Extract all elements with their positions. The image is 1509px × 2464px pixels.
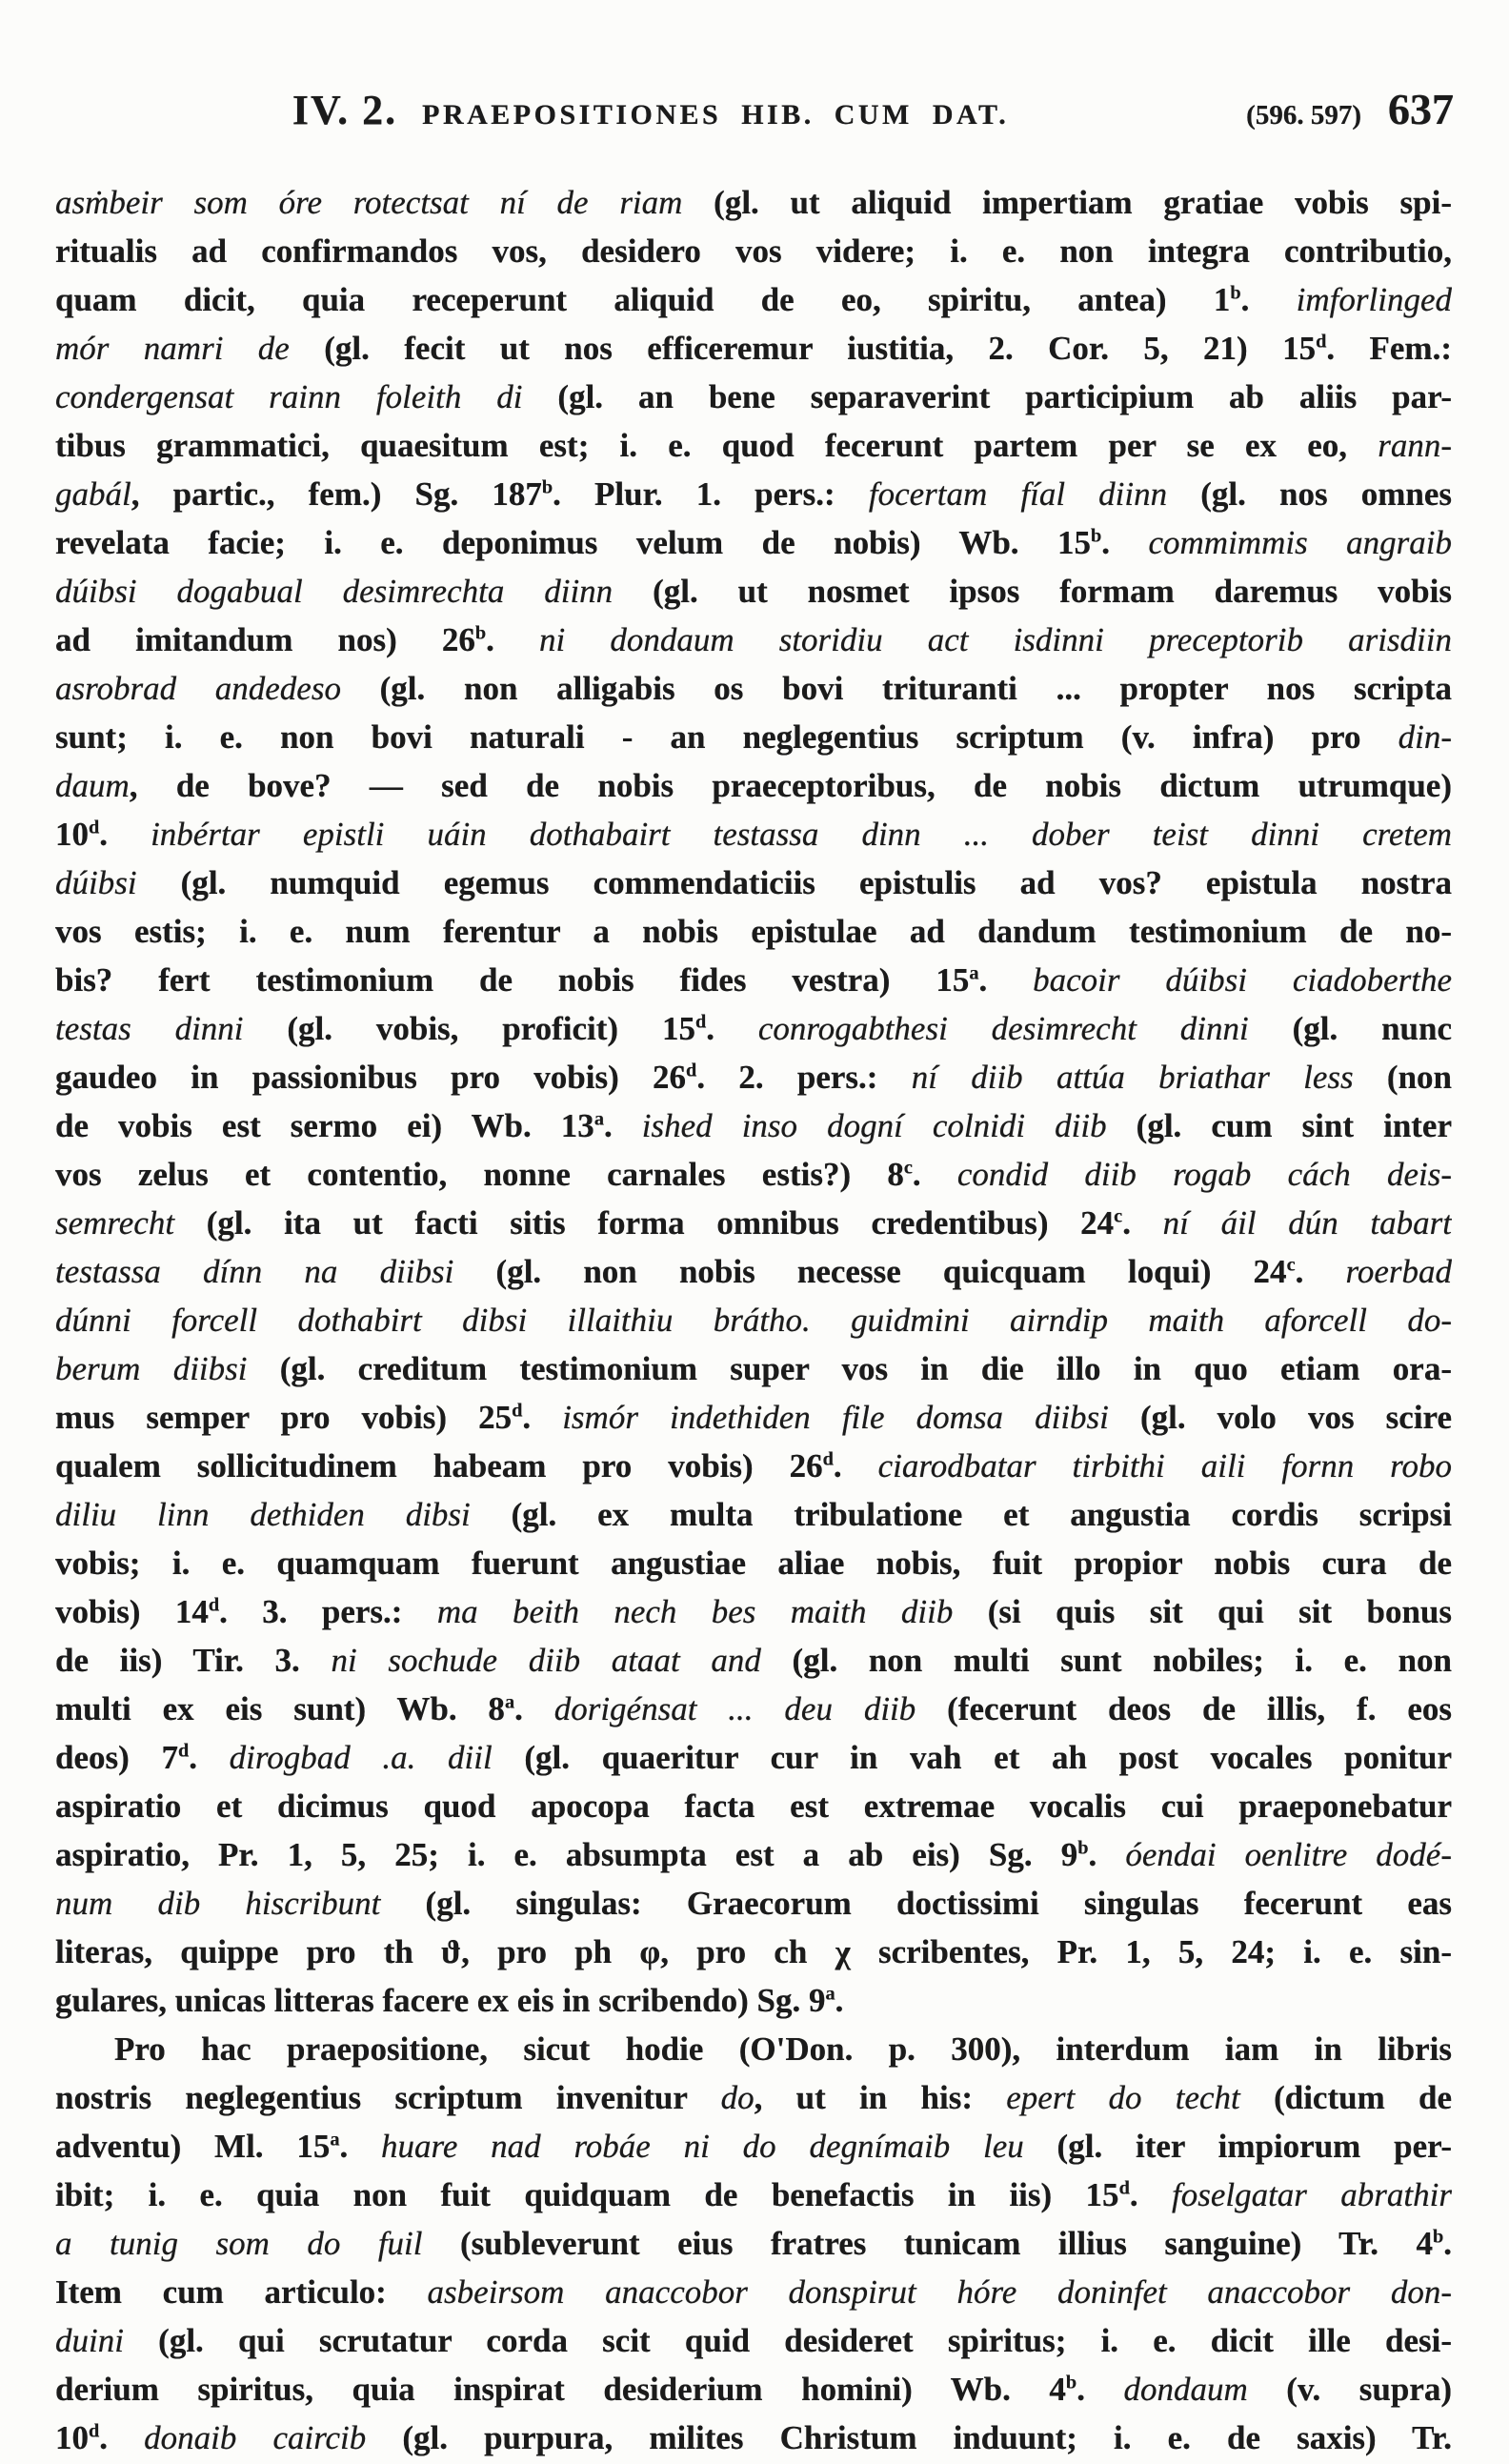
folio-superscript: a bbox=[825, 1983, 835, 2005]
irish-phrase: num dib hiscribunt bbox=[55, 1885, 381, 1922]
text-line: aspiratio et dicimus quod apocopa facta est extremae vocalis cui praeponebatur bbox=[55, 1787, 1452, 1825]
text-line: berum diibsi (gl. creditum testimonium super vos in die illo in quo etiam ora- bbox=[55, 1350, 1452, 1387]
irish-phrase: condid diib rogab cách deis- bbox=[956, 1156, 1452, 1193]
folio-superscript: d bbox=[177, 1740, 190, 1762]
folio-superscript: a bbox=[969, 962, 979, 984]
irish-phrase: donaib caircib bbox=[144, 2419, 367, 2456]
folio-superscript: c bbox=[903, 1157, 913, 1179]
page-header bbox=[0, 0, 1509, 134]
irish-phrase: dirogbad .a. diil bbox=[229, 1739, 493, 1776]
text-line: a tunig som do fuil (subleverunt eius fratres tunicam illius sanguine) Tr. 4$^b$. bbox=[55, 2225, 1452, 2262]
folio-superscript: b bbox=[1077, 1837, 1089, 1859]
folio-superscript: d bbox=[686, 1060, 697, 1081]
text-line: duini (gl. qui scrutatur corda scit quid desideret spiritus; i. e. dicit ille desi- bbox=[55, 2322, 1452, 2359]
folio-superscript: d bbox=[89, 817, 100, 838]
column-reference: (596. 597) bbox=[1246, 100, 1361, 131]
irish-phrase: imforlinged bbox=[1296, 281, 1452, 318]
folio-superscript: b bbox=[1230, 282, 1241, 304]
folio-superscript: d bbox=[512, 1400, 523, 1422]
irish-phrase: ní áil dún tabart bbox=[1162, 1204, 1452, 1242]
running-title-group bbox=[292, 86, 1009, 134]
text-line: num dib hiscribunt (gl. singulas: Graecorum doctissimi singulas fecerunt eas bbox=[55, 1885, 1452, 1922]
text-line: qualem sollicitudinem habeam pro vobis) 26$^d$. ciarodbatar tirbithi aili fornn robo bbox=[55, 1447, 1452, 1484]
irish-phrase: foselgatar abrathir bbox=[1171, 2176, 1452, 2213]
text-line: asṁbeir som óre rotectsat ní de riam (gl. ut aliquid impertiam gratiae vobis spi- bbox=[55, 184, 1452, 221]
page-body bbox=[0, 178, 1509, 2462]
irish-phrase: condergensat rainn foleith di bbox=[55, 378, 523, 415]
folio-superscript: b bbox=[541, 476, 553, 498]
irish-phrase: ni sochude diib ataat and bbox=[331, 1642, 761, 1679]
irish-phrase: dúibsi bbox=[55, 864, 137, 901]
irish-phrase: rann- bbox=[1378, 427, 1452, 464]
text-line: mus semper pro vobis) 25$^d$. ismór indethiden file domsa diibsi (gl. volo vos scire bbox=[55, 1399, 1452, 1436]
irish-phrase: bacoir dúibsi ciadoberthe bbox=[1033, 961, 1452, 999]
folio-superscript: a bbox=[594, 1108, 604, 1130]
text-line: dúibsi dogabual desimrechta diinn (gl. ut nosmet ipsos formam daremus vobis bbox=[55, 573, 1452, 610]
folio-superscript: d bbox=[1316, 331, 1327, 353]
irish-phrase: ni dondaum storidiu act isdinni preceptorib arisdiin bbox=[538, 621, 1452, 658]
text-line: gaudeo in passionibus pro vobis) 26$^d$. 2. pers.: ní diib attúa briathar less (non bbox=[55, 1059, 1452, 1096]
folio-superscript: a bbox=[330, 2129, 340, 2151]
text-line: semrecht (gl. ita ut facti sitis forma omnibus credentibus) 24$^c$. ní áil dún tabart bbox=[55, 1204, 1452, 1242]
irish-phrase: din- bbox=[1398, 718, 1452, 756]
text-line: nostris neglegentius scriptum invenitur do, ut in his: epert do techt (dictum de bbox=[55, 2079, 1452, 2116]
text-line: daum, de bove? — sed de nobis praeceptoribus, de nobis dictum utrumque) bbox=[55, 767, 1452, 804]
folio-superscript: d bbox=[822, 1448, 834, 1470]
text-line: 10$^d$. inbértar epistli uáin dothabairt testassa dinn ... dober teist dinni cretem bbox=[55, 816, 1452, 853]
folio-superscript: d bbox=[89, 2420, 100, 2442]
text-line: revelata facie; i. e. deponimus velum de nobis) Wb. 15$^b$. commimmis angraib bbox=[55, 524, 1452, 561]
text-line: sunt; i. e. non bovi naturali - an neglegentius scriptum (v. infra) pro din- bbox=[55, 718, 1452, 756]
text-line: aspiratio, Pr. 1, 5, 25; i. e. absumpta est a ab eis) Sg. 9$^b$. óendai oenlitre dodé- bbox=[55, 1836, 1452, 1873]
text-line: testas dinni (gl. vobis, proficit) 15$^d$. conrogabthesi desimrecht dinni (gl. nunc bbox=[55, 1010, 1452, 1047]
text-line: de vobis est sermo ei) Wb. 13$^a$. ished inso dogní colnidi diib (gl. cum sint inter bbox=[55, 1107, 1452, 1144]
irish-phrase: gabál bbox=[55, 475, 131, 513]
irish-phrase: dorigénsat ... deu diib bbox=[553, 1690, 916, 1727]
irish-phrase: ciarodbatar tirbithi aili fornn robo bbox=[877, 1447, 1452, 1484]
irish-phrase: asbeirsom anaccobor donspirut hóre doninfet anaccobor don- bbox=[427, 2273, 1452, 2311]
text-line: condergensat rainn foleith di (gl. an bene separaverint participium ab aliis par- bbox=[55, 378, 1452, 415]
irish-phrase: commimmis angraib bbox=[1148, 524, 1452, 561]
text-line: de iis) Tir. 3. ni sochude diib ataat and (gl. non multi sunt nobiles; i. e. non bbox=[55, 1642, 1452, 1679]
irish-phrase: ma beith nech bes maith diib bbox=[436, 1593, 954, 1630]
irish-phrase: asṁbeir som óre rotectsat ní de riam bbox=[55, 184, 683, 221]
irish-phrase: do bbox=[720, 2079, 754, 2116]
folio-superscript: c bbox=[1114, 1205, 1123, 1227]
text-line: vobis) 14$^d$. 3. pers.: ma beith nech bes maith diib (si quis sit qui sit bonus bbox=[55, 1593, 1452, 1630]
text-line: testassa dínn na diibsi (gl. non nobis necesse quicquam loqui) 24$^c$. roerbad bbox=[55, 1253, 1452, 1290]
folio-superscript: b bbox=[1091, 525, 1102, 547]
irish-phrase: inbértar epistli uáin dothabairt testassa dinn ... dober teist dinni cretem bbox=[151, 816, 1452, 853]
text-line: 10$^d$. donaib caircib (gl. purpura, milites Christum induunt; i. e. de saxis) Tr. bbox=[55, 2419, 1452, 2456]
text-line bbox=[55, 1296, 1452, 1344]
irish-phrase: semrecht bbox=[55, 1204, 175, 1242]
text-line: gulares, unicas litteras facere ex eis in scribendo) Sg. 9$^a$. bbox=[55, 1982, 844, 2019]
text-line: literas, quippe pro th ϑ, pro ph φ, pro ch χ scribentes, Pr. 1, 5, 24; i. e. sin- bbox=[55, 1933, 1452, 1970]
irish-phrase: dondaum bbox=[1123, 2371, 1248, 2408]
text-line: Item cum articulo: asbeirsom anaccobor donspirut hóre doninfet anaccobor don- bbox=[55, 2273, 1452, 2311]
folio-superscript: b bbox=[1432, 2226, 1444, 2248]
text-line: diliu linn dethiden dibsi (gl. ex multa tribulatione et angustia cordis scripsi bbox=[55, 1496, 1452, 1533]
irish-phrase: testassa dínn na diibsi bbox=[55, 1253, 454, 1290]
text-line: vos estis; i. e. num ferentur a nobis epistulae ad dandum testimonium de no- bbox=[55, 913, 1452, 950]
text-line: quam dicit, quia receperunt aliquid de eo, spiritu, antea) 1$^b$. imforlinged bbox=[55, 281, 1452, 318]
text-line: ad imitandum nos) 26$^b$. ni dondaum storidiu act isdinni preceptorib arisdiin bbox=[55, 621, 1452, 658]
irish-phrase: testas dinni bbox=[55, 1010, 244, 1047]
irish-phrase: diliu linn dethiden dibsi bbox=[55, 1496, 471, 1533]
text-line: mór namri de (gl. fecit ut nos efficeremur iustitia, 2. Cor. 5, 21) 15$^d$. Fem.: bbox=[55, 330, 1452, 367]
irish-phrase: a tunig som do fuil bbox=[55, 2225, 423, 2262]
folio-superscript: d bbox=[1118, 2177, 1130, 2199]
irish-phrase: dúibsi dogabual desimrechta diinn bbox=[55, 573, 614, 610]
folio-superscript: d bbox=[694, 1011, 707, 1033]
chapter-section-label: IV. 2. bbox=[292, 87, 398, 133]
text-line: tibus grammatici, quaesitum est; i. e. quod fecerunt partem per se ex eo, rann- bbox=[55, 427, 1452, 464]
irish-phrase: daum bbox=[55, 767, 130, 804]
text-line: ibit; i. e. quia non fuit quidquam de benefactis in iis) 15$^d$. foselgatar abrathir bbox=[55, 2176, 1452, 2213]
irish-phrase: dúnni forcell dothabirt dibsi illaithiu brátho. guidmini airndip maith aforcell do- bbox=[55, 1302, 1452, 1339]
text-line: dúibsi (gl. numquid egemus commendaticiis epistulis ad vos? epistula nostra bbox=[55, 864, 1452, 901]
text-line: derium spiritus, quia inspirat desiderium homini) Wb. 4$^b$. dondaum (v. supra) bbox=[55, 2371, 1452, 2408]
folio-superscript: c bbox=[1286, 1254, 1296, 1276]
text-line: multi ex eis sunt) Wb. 8$^a$. dorigénsat ... deu diib (fecerunt deos de illis, f. eos bbox=[55, 1690, 1452, 1727]
folio-superscript: b bbox=[474, 622, 487, 644]
text-line: bis? fert testimonium de nobis fides vestra) 15$^a$. bacoir dúibsi ciadoberthe bbox=[55, 961, 1452, 999]
running-title: PRAEPOSITIONES HIB. CUM DAT. bbox=[422, 99, 1010, 131]
irish-phrase: ismór indethiden file domsa diibsi bbox=[562, 1399, 1109, 1436]
page-number: 637 bbox=[1388, 85, 1454, 133]
irish-phrase: ní diib attúa briathar less bbox=[911, 1059, 1354, 1096]
irish-phrase: ished inso dogní colnidi diib bbox=[641, 1107, 1107, 1144]
irish-phrase: berum diibsi bbox=[55, 1350, 248, 1387]
irish-phrase: conrogabthesi desimrecht dinni bbox=[757, 1010, 1249, 1047]
folio-superscript: a bbox=[504, 1691, 515, 1713]
text-line: gabál, partic., fem.) Sg. 187$^b$. Plur. 1. pers.: focertam fíal diinn (gl. nos omnes bbox=[55, 475, 1452, 513]
folio-superscript: b bbox=[1065, 2372, 1077, 2393]
irish-phrase: asrobrad andedeso bbox=[55, 670, 341, 707]
text-line: Pro hac praepositione, sicut hodie (O'Don. p. 300), interdum iam in libris bbox=[114, 2030, 1452, 2068]
text-line: asrobrad andedeso (gl. non alligabis os bovi trituranti ... propter nos scripta bbox=[55, 670, 1452, 707]
irish-phrase: roerbad bbox=[1345, 1253, 1452, 1290]
text-line: deos) 7$^d$. dirogbad .a. diil (gl. quaeritur cur in vah et ah post vocales ponitur bbox=[55, 1739, 1452, 1776]
text-line: adventu) Ml. 15$^a$. huare nad robáe ni do degnímaib leu (gl. iter impiorum per- bbox=[55, 2128, 1452, 2165]
text-line: vos zelus et contentio, nonne carnales estis?) 8$^c$. condid diib rogab cách deis- bbox=[55, 1156, 1452, 1193]
text-line: ritualis ad confirmandos vos, desidero vos videre; i. e. non integra contributio, bbox=[55, 232, 1452, 270]
irish-phrase: mór namri de bbox=[55, 330, 290, 367]
irish-phrase: focertam fíal diinn bbox=[868, 475, 1168, 513]
irish-phrase: huare nad robáe ni do degnímaib leu bbox=[381, 2128, 1024, 2165]
irish-phrase: epert do techt bbox=[1006, 2079, 1240, 2116]
irish-phrase: duini bbox=[55, 2322, 124, 2359]
folio-superscript: d bbox=[208, 1594, 220, 1616]
text-line: vobis; i. e. quamquam fuerunt angustiae aliae nobis, fuit propior nobis cura de bbox=[55, 1545, 1452, 1582]
irish-phrase: óendai oenlitre dodé- bbox=[1125, 1836, 1452, 1873]
